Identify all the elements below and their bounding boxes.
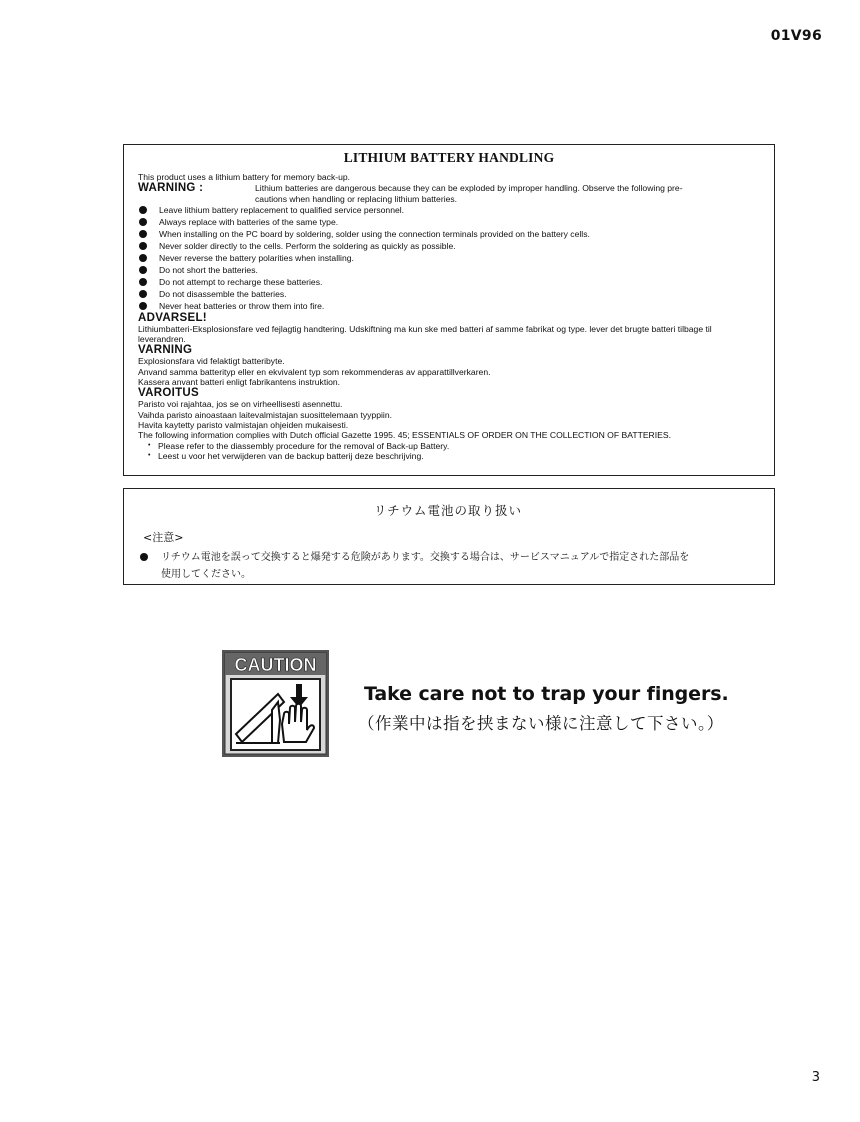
caution-text-japanese: （作業中は指を挟まない様に注意して下さい。） <box>358 714 724 733</box>
warning-label: WARNING : <box>138 182 204 195</box>
bullet-text: Do not short the batteries. <box>159 264 258 275</box>
japanese-bullet <box>138 549 758 583</box>
small-bullet-icon: • <box>148 451 151 459</box>
small-point <box>138 451 760 461</box>
bullet-text: Leave lithium battery replacement to qualified service personnel. <box>159 204 405 215</box>
bullet-text: Never solder directly to the cells. Perform the soldering as quickly as possible. <box>159 240 456 251</box>
bullet-item <box>138 252 760 264</box>
varoitus-line: Paristo voi rajahtaa, jos se on virheellisesti asennettu. <box>138 399 343 410</box>
box-title: LITHIUM BATTERY HANDLING <box>343 150 555 165</box>
bullet-icon <box>139 266 147 274</box>
small-bullet-icon: • <box>148 441 151 449</box>
caution-text-english: Take care not to trap your fingers. <box>364 683 729 705</box>
bullet-icon <box>139 206 147 214</box>
bullet-text: Do not attempt to recharge these batteries. <box>159 276 323 287</box>
advarsel-text: Lithiumbatteri-Eksplosionsfare ved fejlagtig handtering. Udskiftning ma kun ske med batteri af samme fabrikat og type. lever det brugte batteri tilbage til leverandren. <box>138 323 712 345</box>
varning-line: Explosionsfara vid felaktigt batteribyte. <box>138 356 285 367</box>
warning-text <box>255 182 683 204</box>
lithium-battery-box <box>123 144 775 476</box>
bullet-icon <box>139 242 147 250</box>
warning-line: Lithium batteries are dangerous because they can be exploded by improper handling. Observe the following pre- <box>255 183 683 194</box>
small-point <box>138 441 760 451</box>
bullet-icon <box>140 553 148 561</box>
warning-line: cautions when handling or replacing lithium batteries. <box>255 193 458 204</box>
varoitus-line: Havita kaytetty paristo valmistajan ohjeiden mukaisesti. <box>138 419 349 430</box>
varoitus-line: Vaihda paristo ainoastaan laitevalmistajan suosittelemaan tyyppiin. <box>138 409 392 420</box>
bullet-text: Do not disassemble the batteries. <box>159 288 287 299</box>
warning-block <box>138 182 760 204</box>
varoitus-line: The following information complies with Dutch official Gazette 1995. 45; ESSENTIALS OF ORDER ON THE COLLECTION OF BATTERIES. <box>138 430 671 441</box>
bullet-item <box>138 204 760 216</box>
small-point-text: Leest u voor het verwijderen van de backup batterij deze beschrijving. <box>158 450 424 461</box>
japanese-title: リチウム電池の取り扱い <box>373 503 523 518</box>
japanese-line: リチウム電池を誤って交換すると爆発する危険があります。交換する場合は、サービスマニュアルで指定された部品を <box>161 552 690 563</box>
bullet-icon <box>139 278 147 286</box>
bullet-icon <box>139 230 147 238</box>
model-number: 01V96 <box>770 28 822 44</box>
bullet-item <box>138 300 760 312</box>
bullet-item <box>138 276 760 288</box>
bullet-text: When installing on the PC board by soldering, solder using the connection terminals provided on the battery cells. <box>159 228 590 239</box>
bullet-item <box>138 264 760 276</box>
bullet-list <box>138 204 760 312</box>
varoitus-label: VAROITUS <box>138 387 199 400</box>
japanese-text <box>161 549 689 583</box>
japanese-note-label: <注意> <box>143 531 184 544</box>
bullet-item <box>138 240 760 252</box>
advarsel-label: ADVARSEL! <box>138 311 207 324</box>
japanese-battery-box <box>123 488 775 585</box>
varning-line: Anvand samma batterityp eller en ekvivalent typ som rekommenderas av apparattillverkaren. <box>138 366 491 377</box>
intro-text: This product uses a lithium battery for memory back-up. <box>138 172 351 182</box>
page-number: 3 <box>811 1070 820 1085</box>
bullet-item <box>138 288 760 300</box>
bullet-text: Always replace with batteries of the same type. <box>159 216 339 227</box>
varning-label: VARNING <box>138 344 193 357</box>
japanese-line: 使用してください。 <box>161 569 251 580</box>
bullet-item <box>138 216 760 228</box>
bullet-text: Never heat batteries or throw them into fire. <box>159 300 325 311</box>
varning-line: Kassera anvant batteri enligt fabrikantens instruktion. <box>138 377 341 388</box>
bullet-icon <box>139 302 147 310</box>
bullet-icon <box>139 218 147 226</box>
small-point-text: Please refer to the diassembly procedure for the removal of Back-up Battery. <box>158 440 450 451</box>
caution-label: CAUTION <box>234 655 317 675</box>
bullet-icon <box>139 254 147 262</box>
caution-finger-trap-icon <box>222 650 329 757</box>
bullet-item <box>138 228 760 240</box>
bullet-icon <box>139 290 147 298</box>
bullet-text: Never reverse the battery polarities when installing. <box>159 252 354 263</box>
